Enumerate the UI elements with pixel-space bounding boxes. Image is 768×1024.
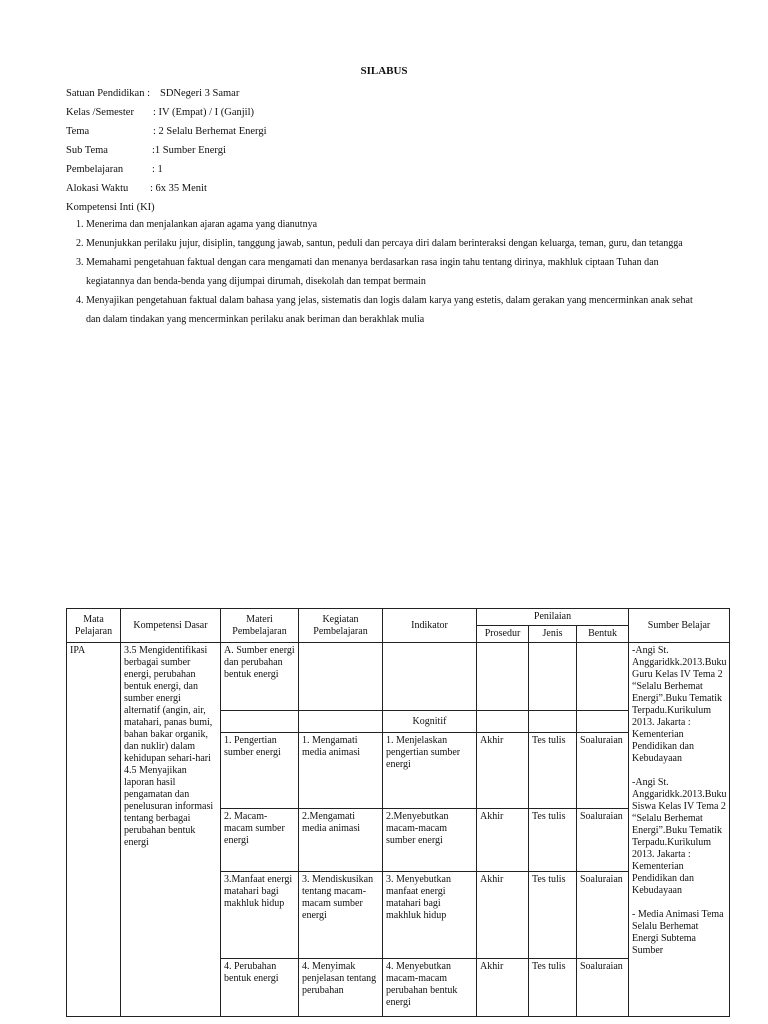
header-jenis: Jenis (529, 626, 577, 643)
meta-value: : 6x 35 Menit (150, 183, 207, 194)
cell-empty (221, 711, 299, 733)
cell-jenis: Tes tulis (529, 733, 577, 809)
cell-bentuk: Soaluraian (577, 733, 629, 809)
ki-text: Menerima dan menjalankan ajaran agama yang dianutnya (86, 219, 318, 230)
cell-materi: 4. Perubahan bentuk energi (221, 959, 299, 1017)
cell-kompetensi-dasar: 3.5 Mengidentifikasi berbagai sumber energi, perubahan bentuk energi, dan sumber energi alternatif (angin, air, matahari, panas bumi, bahan bakar organik, dan nuklir) dalam kehidupan sehari-hari 4.5 Menyajikan laporan hasil pengamatan dan penelusuran informasi tentang berbagai perubahan bentuk energi (121, 643, 221, 1017)
cell-indikator: 2.Menyebutkan macam-macam sumber energi (383, 809, 477, 872)
header-penilaian: Penilaian (477, 609, 629, 626)
cell-empty (529, 643, 577, 711)
meta-value: SDNegeri 3 Samar (160, 88, 240, 99)
cell-empty (299, 643, 383, 711)
meta-row-pembelajaran (66, 160, 163, 179)
meta-row-satuan (66, 84, 240, 103)
cell-kegiatan: 3. Mendiskusikan tentang macam-macam sumber energi (299, 872, 383, 959)
meta-row-subtema (66, 141, 226, 160)
sumber-item: - Media Animasi Tema Selalu Berhemat Energi Subtema Sumber (632, 909, 724, 956)
meta-value: :1 Sumber Energi (152, 145, 226, 156)
meta-value: : 1 (152, 164, 163, 175)
meta-value: : IV (Empat) / I (Ganjil) (153, 107, 254, 118)
meta-label: Tema (66, 126, 90, 137)
header-mata-pelajaran: Mata Pelajaran (67, 609, 121, 643)
ki-number: 1. (76, 219, 84, 230)
cell-materi-header: A. Sumber energi dan perubahan bentuk energi (221, 643, 299, 711)
cell-prosedur: Akhir (477, 872, 529, 959)
ki-text: Memahami pengetahuan faktual dengan cara mengamati dan menanya berdasarkan rasa ingin tahu tentang dirinya, makhluk ciptaan Tuhan dan kegiatannya dan benda-benda yang dijumpai dirumah, disekolah dan tempat bermain (86, 257, 659, 287)
meta-label: Kelas /Semester (66, 107, 134, 118)
ki-number: 2. (76, 238, 84, 249)
cell-prosedur: Akhir (477, 809, 529, 872)
meta-row-alokasi (66, 179, 207, 198)
header-sumber-belajar: Sumber Belajar (629, 609, 730, 643)
document-title: SILABUS (360, 65, 408, 77)
ki-number: 4. (76, 295, 84, 306)
meta-row-tema (66, 122, 267, 141)
silabus-table (66, 608, 730, 1017)
identity-block (66, 84, 267, 217)
cell-materi: 3.Manfaat energi matahari bagi makhluk hidup (221, 872, 299, 959)
ki-number: 3. (76, 257, 84, 268)
sumber-item: -Angi St. Anggaridkk.2013.Buku Guru Kelas IV Tema 2 “Selalu Berhemat Energi”.Buku Tematik Terpadu.Kurikulum 2013. Jakarta : Kementerian Pendidikan dan Kebudayaan (632, 645, 727, 764)
meta-label: Sub Tema (66, 145, 108, 156)
ki-item (66, 291, 706, 329)
cell-empty (299, 711, 383, 733)
cell-kegiatan: 1. Mengamati media animasi (299, 733, 383, 809)
header-materi: Materi Pembelajaran (221, 609, 299, 643)
cell-bentuk: Soaluraian (577, 959, 629, 1017)
header-indikator: Indikator (383, 609, 477, 643)
ki-heading: Kompetensi Inti (KI) (66, 202, 155, 213)
cell-jenis: Tes tulis (529, 959, 577, 1017)
cell-prosedur: Akhir (477, 959, 529, 1017)
header-kegiatan: Kegiatan Pembelajaran (299, 609, 383, 643)
cell-bentuk: Soaluraian (577, 809, 629, 872)
cell-kognitif: Kognitif (383, 711, 477, 733)
cell-indikator: 1. Menjelaskan pengertian sumber energi (383, 733, 477, 809)
cell-kegiatan: 2.Mengamati media animasi (299, 809, 383, 872)
ki-text: Menunjukkan perilaku jujur, disiplin, tanggung jawab, santun, peduli dan percaya diri dalam berinteraksi dengan keluarga, teman, guru, dan tetangga (86, 238, 683, 249)
cell-jenis: Tes tulis (529, 872, 577, 959)
cell-materi: 2. Macam-macam sumber energi (221, 809, 299, 872)
header-bentuk: Bentuk (577, 626, 629, 643)
cell-empty (477, 711, 529, 733)
ki-list (66, 215, 706, 329)
sumber-item: -Angi St. Anggaridkk.2013.Buku Siswa Kelas IV Tema 2 “Selalu Berhemat Energi”.Buku Tematik Terpadu.Kurikulum 2013. Jakarta : Kementerian Pendidikan dan Kebudayaan (632, 777, 727, 896)
cell-materi: 1. Pengertian sumber energi (221, 733, 299, 809)
meta-label: Satuan Pendidikan : (66, 88, 150, 99)
cell-sumber-belajar (629, 643, 730, 1017)
cell-empty (529, 711, 577, 733)
cell-jenis: Tes tulis (529, 809, 577, 872)
ki-item (66, 253, 706, 291)
cell-empty (577, 643, 629, 711)
meta-label: Alokasi Waktu (66, 183, 129, 194)
meta-row-kelas (66, 103, 254, 122)
cell-mata-pelajaran: IPA (67, 643, 121, 1017)
cell-prosedur: Akhir (477, 733, 529, 809)
header-kompetensi-dasar: Kompetensi Dasar (121, 609, 221, 643)
cell-bentuk: Soaluraian (577, 872, 629, 959)
meta-label: Pembelajaran (66, 164, 124, 175)
cell-kegiatan: 4. Menyimak penjelasan tentang perubahan (299, 959, 383, 1017)
cell-empty (383, 643, 477, 711)
cell-empty (577, 711, 629, 733)
header-prosedur: Prosedur (477, 626, 529, 643)
cell-indikator: 3. Menyebutkan manfaat energi matahari bagi makhluk hidup (383, 872, 477, 959)
ki-item (66, 215, 706, 234)
ki-item (66, 234, 706, 253)
cell-empty (477, 643, 529, 711)
cell-indikator: 4. Menyebutkan macam-macam perubahan bentuk energi (383, 959, 477, 1017)
meta-value: : 2 Selalu Berhemat Energi (153, 126, 267, 137)
ki-text: Menyajikan pengetahuan faktual dalam bahasa yang jelas, sistematis dan logis dalam karya yang estetis, dalam gerakan yang mencerminkan anak sehat dan dalam tindakan yang mencerminkan perilaku anak beriman dan berakhlak mulia (86, 295, 693, 325)
